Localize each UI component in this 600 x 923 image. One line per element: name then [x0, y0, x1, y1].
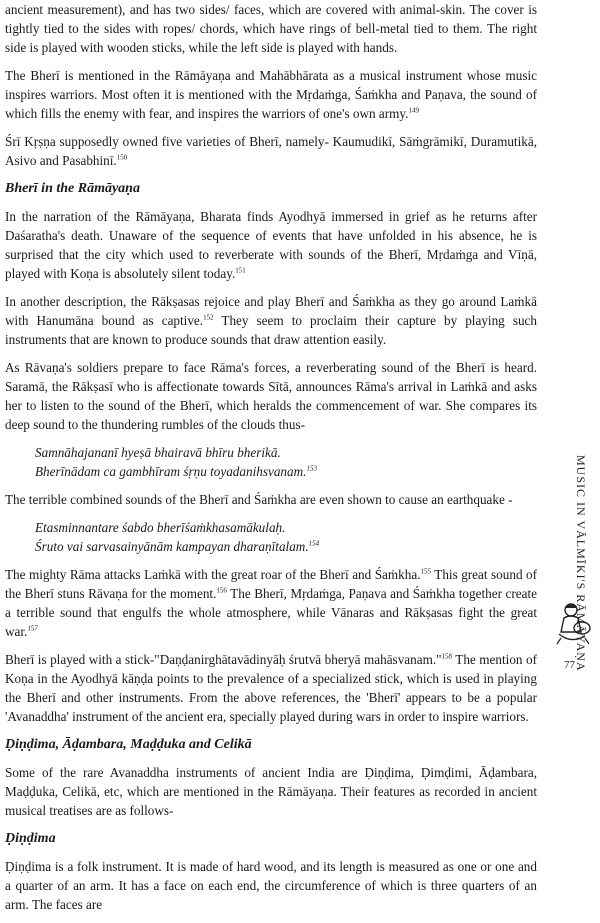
footnote-ref: 157 — [27, 624, 38, 633]
footnote-ref: 158 — [441, 652, 453, 661]
footnote-ref: 149 — [408, 106, 419, 115]
section-heading: Ḍiṇḍima, Āḍambara, Maḍḍuka and Celikā — [5, 737, 252, 752]
section-heading: Bherī in the Rāmāyaṇa — [5, 181, 140, 196]
paragraph: The terrible combined sounds of the Bherī and Śaṁkha are even shown to cause an earthquake - — [5, 492, 513, 507]
paragraph: ancient measurement), and has two sides/ faces, which are covered with animal-skin. The cover is tightly tied to the sides with ropes/ chords, which have rings of bell-metal tied to them. The right side is played with wooden sticks, while the left side is played with hands. — [5, 2, 537, 55]
paragraph: In the narration of the Rāmāyaṇa, Bharata finds Ayodhyā immersed in grief as he returns after Daśaratha's death. Unaware of the sequence of events that have unfolded in his absence, he is surprised that the city which used to reverberate with sounds of the Bherī, Mṛdaṁga and Vīṇā, played with Koṇa is absolutely silent today.$^{151}$ — [5, 209, 537, 281]
footnote-ref: 151 — [235, 266, 246, 275]
paragraph: Bherī is played with a stick-"Daṇḍanirghātavādinyāḥ śrutvā bheryā mahāsvanam."$^{158}$ The mention of Koṇa in the Ayodhyā kāṇḍa points to the prevalence of a specialized stick, which is used in playing the Bherī and other instruments. From the above references, the 'Bherī' appears to be a popular 'Avanaddha' instrument of the ancient era, specially played during wars in order to inspire warriors. — [5, 652, 537, 724]
paragraph: Śrī Kṛṣṇa supposedly owned five varieties of Bherī, namely- Kaumudikī, Sāṁgrāmikī, Duramutikā, Asivo and Pasabhinī.$^{150}$ — [5, 134, 537, 168]
paragraph: The Bherī is mentioned in the Rāmāyaṇa and Mahābhārata as a musical instrument whose music inspires warriors. Most often it is mentioned with the Mṛdaṁga, Śaṁkha and Paṇava, the sound of which fills the enemy with fear, and inspires the warriors of one's own army.$^{149}$ — [5, 68, 537, 121]
musician-illustration-icon — [551, 600, 596, 648]
paragraph: Ḍiṇḍima is a folk instrument. It is made of hard wood, and its length is measured as one or one and a quarter of an arm. It has a face on each end, the circumference of which is three quarters of an arm. The faces are — [5, 859, 537, 912]
paragraph: In another description, the Rākṣasas rejoice and play Bherī and Śaṁkha as they go around Laṁkā with Hanumāna bound as captive.$^{152}$ They seem to proclaim their capture by playing such instruments that are known to produce sounds that draw attention easily. — [5, 294, 537, 347]
verse-line: Samnāhajananī hyeṣā bhairavā bhīru bherikā. — [35, 445, 281, 460]
footnote-ref: 156 — [216, 586, 227, 595]
verse-line: Bherīnādam ca gambhīram śṛṇu toyadanihsvanam.$^{153}$ — [35, 464, 317, 479]
footnote-ref: 150 — [116, 153, 128, 162]
footnote-ref: 155 — [420, 567, 432, 576]
footnote-ref: 154 — [308, 539, 320, 548]
paragraph: The mighty Rāma attacks Laṁkā with the great roar of the Bherī and Śaṁkha.$^{155}$ This great sound of the Bherī stuns Rāvaṇa for the moment.$^{156}$ The Bherī, Mṛdaṁga, Paṇava and Śaṁkha together create a terrible sound that engulfs the whole atmosphere, while Vānaras and Rākṣasas fight the great war.$^{157}$ — [5, 567, 538, 639]
running-title: MUSIC IN VĀLMĪKI'S RĀMĀYAṆA — [574, 455, 588, 672]
page-number: 77 — [564, 659, 575, 671]
footnote-ref: 152 — [203, 313, 214, 322]
verse-block — [35, 443, 537, 481]
section-heading: Ḍiṇḍima — [5, 831, 56, 846]
paragraph: Some of the rare Avanaddha instruments of ancient India are Ḍiṇḍima, Ḍimḍimi, Āḍambara, Maḍḍuka, Celikā, etc, which are mentioned in the Rāmāyaṇa. Their features as recorded in ancient musical treatises are as follows- — [5, 765, 537, 818]
verse-line: Śruto vai sarvasainyānām kampayan dharaṇītalam.$^{154}$ — [35, 539, 320, 554]
page-body — [5, 0, 537, 923]
verse-line: Etasminnantare śabdo bherīśaṁkhasamākulaḥ. — [35, 520, 286, 535]
paragraph: As Rāvaṇa's soldiers prepare to face Rāma's forces, a reverberating sound of the Bherī is heard. Saramā, the Rākṣasī who is affectionate towards Sītā, announces Rāma's arrival in Laṁkā and asks her to listen to the sound of the Bherī, which heralds the commencement of war. She compares its deep sound to the thundering rumbles of the clouds thus- — [5, 360, 537, 432]
footnote-ref: 153 — [306, 464, 317, 473]
verse-block — [35, 518, 537, 556]
